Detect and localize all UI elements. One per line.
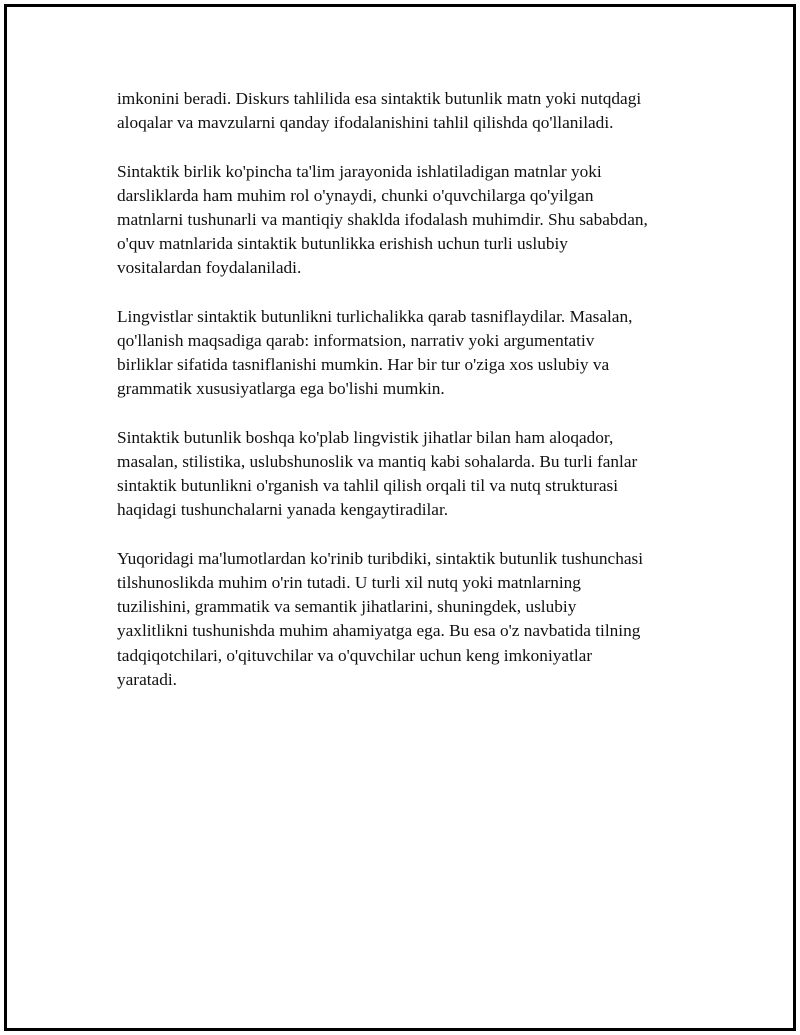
paragraph-3 [117,305,692,402]
text-line: sintaktik butunlikni o'rganish va tahlil qilish orqali til va nutq strukturasi [117,476,619,496]
paragraph-5 [117,547,692,692]
text-line: aloqalar va mavzularni qanday ifodalanishini tahlil qilishda qo'llaniladi. [117,113,614,133]
text-line: masalan, stilistika, uslubshunoslik va mantiq kabi sohalarda. Bu turli fanlar [117,452,638,471]
text-line: haqidagi tushunchalarni yanada kengaytiradilar. [117,500,449,520]
text-line: Sintaktik butunlik boshqa ko'plab lingvistik jihatlar bilan ham aloqador, [117,427,614,447]
document-body [117,87,692,716]
text-line: darsliklarda ham muhim rol o'ynaydi, chunki o'quvchilarga qo'yilgan [117,185,594,205]
paragraph-1 [117,87,692,135]
text-line: imkonini beradi. Diskurs tahlilida esa sintaktik butunlik matn yoki nutqdagi [117,89,642,108]
text-line: grammatik xususiyatlarga ega bo'lishi mumkin. [117,379,445,399]
text-line: matnlarni tushunarli va mantiqiy shaklda ifodalash muhimdir. Shu sababdan, [117,210,648,229]
text-line: Yuqoridagi ma'lumotlardan ko'rinib turibdiki, sintaktik butunlik tushunchasi [117,548,644,568]
text-line: o'quv matnlarida sintaktik butunlikka erishish uchun turli uslubiy [117,234,568,254]
text-line: qo'llanish maqsadiga qarab: informatsion, narrativ yoki argumentativ [117,331,595,350]
text-line: tilshunoslikda muhim o'rin tutadi. U turli xil nutq yoki matnlarning [117,573,581,592]
text-line: birliklar sifatida tasniflanishi mumkin. Har bir tur o'ziga xos uslubiy va [117,355,610,375]
text-line: Lingvistlar sintaktik butunlikni turlichalikka qarab tasniflaydilar. Masalan, [117,306,633,326]
text-line: yaratadi. [117,669,177,689]
text-line: tadqiqotchilari, o'qituvchilar va o'quvchilar uchun keng imkoniyatlar [117,645,593,665]
text-line: yaxlitlikni tushunishda muhim ahamiyatga ega. Bu esa o'z navbatida tilning [117,621,641,641]
text-line: Sintaktik birlik ko'pincha ta'lim jarayonida ishlatiladigan matnlar yoki [117,161,602,181]
paragraph-2 [117,160,692,281]
text-line: tuzilishini, grammatik va semantik jihatlarini, shuningdek, uslubiy [117,597,577,617]
text-line: vositalardan foydalaniladi. [117,258,302,278]
paragraph-4 [117,426,692,523]
